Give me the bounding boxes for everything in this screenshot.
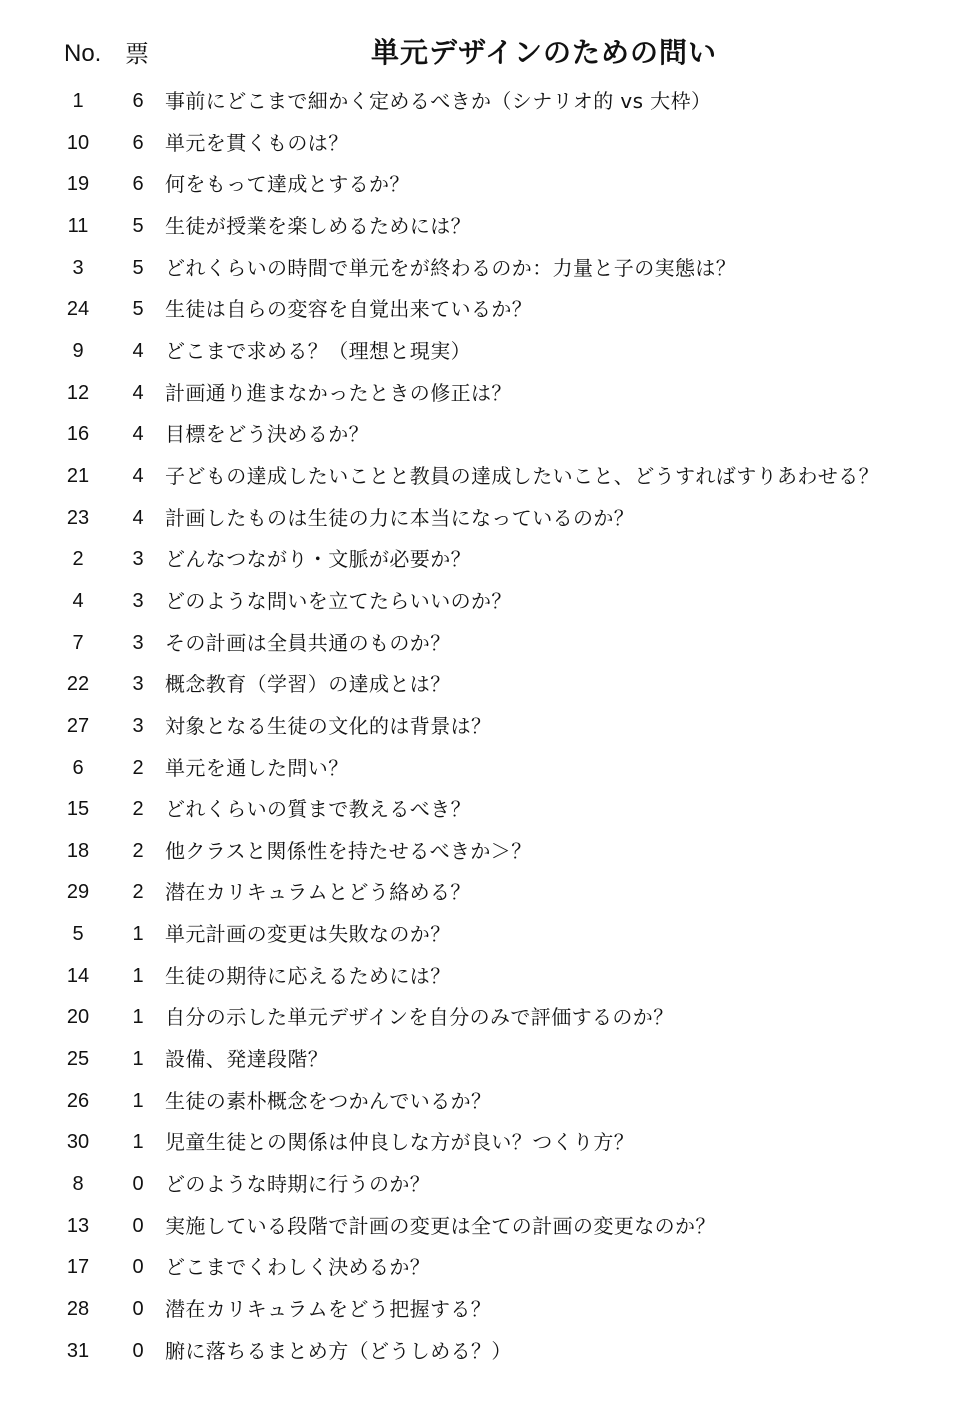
table-row [0, 1330, 964, 1372]
question-number: 8 [72, 1173, 84, 1196]
question-number: 25 [66, 1048, 90, 1071]
question-number: 3 [72, 256, 84, 279]
vote-count: 1 [132, 923, 144, 946]
question-text: 計画したものは生徒の力に本当になっているのか？ [165, 505, 635, 530]
vote-count: 4 [132, 506, 144, 529]
question-number: 28 [66, 1298, 90, 1321]
vote-count: 0 [132, 1298, 144, 1321]
vote-count: 4 [132, 464, 144, 487]
question-text: 自分の示した単元デザインを自分のみで評価するのか？ [165, 1005, 674, 1030]
question-text: 子どもの達成したいことと教員の達成したいこと、どうすればすりあわせる？ [165, 463, 879, 488]
table-row [0, 1163, 964, 1205]
vote-count: 1 [132, 1048, 144, 1071]
votes-column-header: 票 [125, 40, 149, 68]
vote-count: 5 [132, 298, 144, 321]
vote-count: 6 [132, 173, 144, 196]
vote-count: 2 [132, 798, 144, 821]
question-number: 19 [66, 173, 90, 196]
table-row [0, 996, 964, 1038]
vote-count: 1 [132, 1006, 144, 1029]
table-row [0, 1121, 964, 1163]
question-text: 生徒の期待に応えるためには？ [165, 963, 451, 988]
table-row [0, 705, 964, 747]
vote-count: 1 [132, 1131, 144, 1154]
question-number: 2 [72, 548, 84, 571]
question-text: その計画は全員共通のものか？ [165, 630, 451, 655]
vote-count: 2 [132, 881, 144, 904]
table-row [0, 247, 964, 289]
table-row [0, 1205, 964, 1247]
question-text: 何をもって達成とするか？ [165, 172, 410, 197]
table-row [0, 747, 964, 789]
vote-count: 0 [132, 1256, 144, 1279]
question-text: 単元計画の変更は失敗なのか？ [165, 922, 451, 947]
question-number: 17 [66, 1256, 90, 1279]
question-number: 7 [72, 631, 84, 654]
number-column-header: No. [64, 40, 102, 67]
question-number: 16 [66, 423, 90, 446]
table-row [0, 288, 964, 330]
question-number: 18 [66, 839, 90, 862]
question-number: 1 [72, 90, 84, 112]
table-row [0, 330, 964, 372]
vote-count: 6 [132, 131, 144, 154]
vote-count: 4 [132, 381, 144, 404]
question-number: 11 [67, 214, 89, 237]
question-text: 児童生徒との関係は仲良しな方が良い？つくり方？ [165, 1130, 635, 1155]
question-number: 29 [66, 881, 90, 904]
table-row [0, 871, 964, 913]
question-text: 単元を通した問い？ [165, 755, 349, 780]
question-number: 27 [66, 714, 90, 737]
question-text: 生徒が授業を楽しめるためには？ [165, 213, 471, 238]
question-number: 13 [66, 1214, 90, 1237]
question-number: 30 [66, 1131, 90, 1154]
question-text: どこまで求める？（理想と現実） [165, 338, 471, 363]
vote-count: 2 [132, 839, 144, 862]
table-row [0, 663, 964, 705]
vote-count: 0 [132, 1214, 144, 1237]
table-row [0, 1038, 964, 1080]
question-number: 4 [72, 589, 84, 612]
table-row [0, 538, 964, 580]
question-number: 15 [66, 798, 90, 821]
table-row [0, 372, 964, 414]
question-number: 24 [66, 298, 90, 321]
question-text: どのような問いを立てたらいいのか？ [165, 588, 512, 613]
vote-count: 3 [132, 714, 144, 737]
table-row [0, 1288, 964, 1330]
question-number: 12 [66, 381, 90, 404]
question-number: 23 [66, 506, 90, 529]
vote-count: 3 [132, 589, 144, 612]
table-row [0, 80, 964, 122]
question-text: どれくらいの時間で単元をが終わるのか：力量と子の実態は？ [165, 255, 737, 280]
table-row [0, 1080, 964, 1122]
question-text: 設備、発達段階？ [165, 1047, 329, 1072]
question-number: 22 [66, 673, 90, 696]
question-text: 潜在カリキュラムをどう把握する？ [165, 1297, 492, 1322]
question-text: 潜在カリキュラムとどう絡める？ [165, 880, 471, 905]
question-text: 生徒の素朴概念をつかんでいるか？ [165, 1088, 492, 1113]
question-number: 14 [66, 964, 90, 987]
question-text: 概念教育（学習）の達成とは？ [165, 672, 451, 697]
table-row [0, 955, 964, 997]
question-text: 実施している段階で計画の変更は全ての計画の変更なのか？ [165, 1213, 716, 1238]
question-number: 21 [66, 464, 90, 487]
table-row [0, 122, 964, 164]
vote-count: 1 [132, 964, 144, 987]
vote-count: 5 [132, 214, 144, 237]
question-text: 腑に落ちるまとめ方（どうしめる？） [165, 1338, 512, 1363]
question-text: どんなつながり・文脈が必要か？ [165, 547, 471, 572]
table-row [0, 1246, 964, 1288]
vote-count: 1 [132, 1089, 144, 1112]
table-row [0, 205, 964, 247]
question-number: 6 [72, 756, 84, 779]
vote-count: 4 [132, 339, 144, 362]
vote-count: 3 [132, 673, 144, 696]
vote-count: 2 [132, 756, 144, 779]
question-number: 31 [66, 1339, 90, 1362]
table-row [0, 788, 964, 830]
question-number: 26 [66, 1089, 90, 1112]
question-number: 5 [72, 923, 84, 946]
vote-count: 0 [132, 1173, 144, 1196]
vote-count: 4 [132, 423, 144, 446]
vote-count: 3 [132, 631, 144, 654]
vote-count: 3 [132, 548, 144, 571]
table-row [0, 830, 964, 872]
table-row [0, 413, 964, 455]
question-number: 10 [66, 131, 90, 154]
question-text: 単元を貫くものは？ [165, 130, 349, 155]
question-text: 目標をどう決めるか？ [165, 422, 369, 447]
table-row [0, 497, 964, 539]
question-text: 事前にどこまで細かく定めるべきか（シナリオ的 vs 大枠） [165, 89, 712, 113]
question-text: どこまでくわしく決めるか？ [165, 1255, 431, 1280]
page-title: 単元デザインのための問い [371, 36, 718, 69]
question-text: 計画通り進まなかったときの修正は？ [165, 380, 512, 405]
question-number: 20 [66, 1006, 90, 1029]
table-header [0, 30, 964, 78]
table-row [0, 163, 964, 205]
table-row [0, 455, 964, 497]
vote-count: 0 [132, 1339, 144, 1362]
question-number: 9 [72, 339, 84, 362]
vote-count: 5 [132, 256, 144, 279]
question-text: 生徒は自らの変容を自覚出来ているか？ [165, 297, 533, 322]
table-row [0, 913, 964, 955]
table-row [0, 580, 964, 622]
vote-count: 6 [132, 90, 144, 112]
question-rows [0, 80, 964, 1371]
table-row [0, 622, 964, 664]
question-text: どれくらいの質まで教えるべき？ [165, 797, 471, 822]
question-text: 対象となる生徒の文化的は背景は？ [165, 713, 492, 738]
question-text: 他クラスと関係性を持たせるべきか＞？ [165, 838, 532, 863]
question-text: どのような時期に行うのか？ [165, 1172, 431, 1197]
